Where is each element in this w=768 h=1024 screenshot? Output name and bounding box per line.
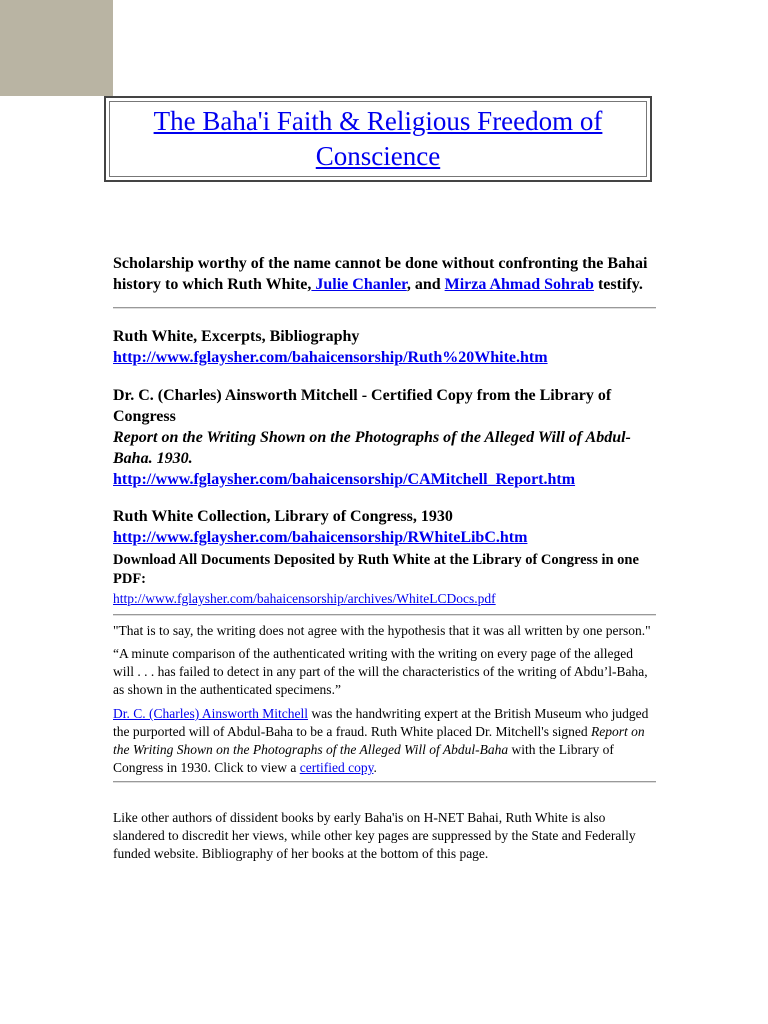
entry-ruth-white: Ruth White, Excerpts, Bibliography http://www.fglaysher.com/bahaicensorship/Ruth%20White.htm: [113, 326, 656, 368]
mitchell-link[interactable]: Dr. C. (Charles) Ainsworth Mitchell: [113, 706, 308, 721]
white-libc-link[interactable]: http://www.fglaysher.com/bahaicensorship/RWhiteLibC.htm: [113, 529, 528, 546]
divider: [113, 614, 656, 616]
mitchell-paragraph: Dr. C. (Charles) Ainsworth Mitchell was the handwriting expert at the British Museum who judged the purported will of Abdul-Baha to be a fraud. Ruth White placed Dr. Mitchell's signed Report on the Writing Shown on the Photographs of the Alleged Will of Abdul-Baha with the Library of Congress in 1930. Click to view a certified copy.: [113, 706, 649, 775]
intro-paragraph: Scholarship worthy of the name cannot be done without confronting the Bahai history to which Ruth White, Julie Chanler, and Mirza Ahmad Sohrab testify.: [113, 255, 648, 293]
entry-collection: Ruth White Collection, Library of Congress, 1930 http://www.fglaysher.com/bahaicensorship/RWhiteLibC.htm: [113, 506, 656, 548]
mitchell-report-link[interactable]: http://www.fglaysher.com/bahaicensorship/CAMitchell_Report.htm: [113, 471, 576, 488]
quote-1: "That is to say, the writing does not agree with the hypothesis that it was all written by one person.": [113, 623, 651, 638]
pdf-download-link[interactable]: http://www.fglaysher.com/bahaicensorship/archives/WhiteLCDocs.pdf: [113, 591, 496, 606]
entry-mitchell: Dr. C. (Charles) Ainsworth Mitchell - Certified Copy from the Library of Congress Report on the Writing Shown on the Photographs of the Alleged Will of Abdul-Baha. 1930. http://www.fglaysher.com/bahaicensorship/CAMitchell_Report.htm: [113, 385, 656, 490]
closing-paragraph: Like other authors of dissident books by early Baha'is on H-NET Bahai, Ruth White is also slandered to discredit her views, while other key pages are suppressed by the State and Federally funded website. Bibliography of her books at the bottom of this page.: [113, 810, 636, 861]
corner-decoration: [0, 0, 113, 96]
divider: [113, 307, 656, 309]
divider: [113, 781, 656, 783]
main-content: [113, 253, 656, 863]
julie-chanler-link[interactable]: Julie Chanler: [311, 276, 407, 293]
title-box: [104, 96, 652, 182]
entry-download: Download All Documents Deposited by Ruth White at the Library of Congress in one PDF: http://www.fglaysher.com/bahaicensorship/archives/WhiteLCDocs.pdf: [113, 551, 656, 608]
page-title-link[interactable]: The Baha'i Faith & Religious Freedom of Conscience: [153, 106, 603, 171]
quote-2: “A minute comparison of the authenticated writing with the writing on every page of the alleged will . . . has failed to detect in any part of the will the characteristics of the writing of Abdu’l-Baha, as shown in the authenticated specimens.”: [113, 646, 648, 697]
mirza-ahmad-sohrab-link[interactable]: Mirza Ahmad Sohrab: [444, 276, 594, 293]
ruth-white-link[interactable]: http://www.fglaysher.com/bahaicensorship/Ruth%20White.htm: [113, 349, 548, 366]
certified-copy-link[interactable]: certified copy: [299, 760, 374, 775]
